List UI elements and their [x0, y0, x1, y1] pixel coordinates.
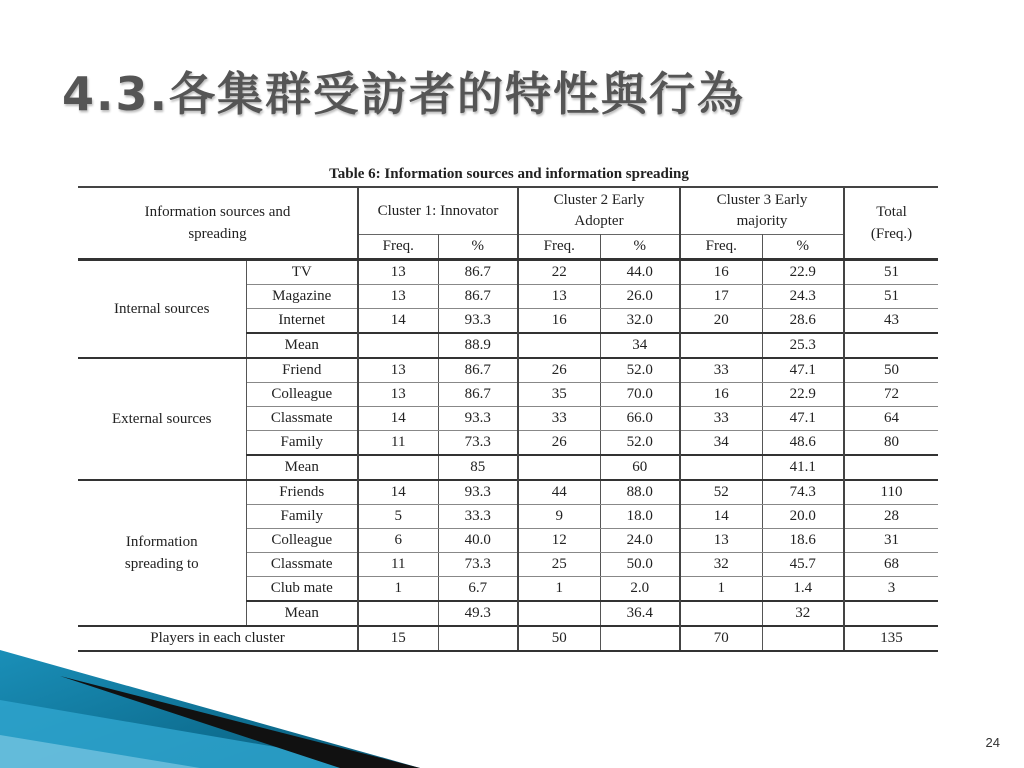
value-cell: 70.0 — [600, 383, 680, 407]
value-cell: 13 — [358, 383, 438, 407]
empty-cell — [844, 333, 938, 358]
value-cell: 28 — [844, 505, 938, 529]
value-cell: 33.3 — [438, 505, 518, 529]
mean-value: 34 — [600, 333, 680, 358]
value-cell: 86.7 — [438, 260, 518, 285]
value-cell: 11 — [358, 553, 438, 577]
value-cell: 35 — [518, 383, 600, 407]
header-row-label: Information sources and spreading — [78, 187, 358, 260]
value-cell: 51 — [844, 285, 938, 309]
value-cell: 26.0 — [600, 285, 680, 309]
mean-value: 88.9 — [438, 333, 518, 358]
value-cell: 26 — [518, 431, 600, 456]
table-figure — [78, 160, 940, 675]
value-cell: 34 — [680, 431, 762, 456]
value-cell: 1 — [680, 577, 762, 602]
group-label: Information spreading to — [78, 480, 246, 626]
value-cell: 31 — [844, 529, 938, 553]
value-cell: 6 — [358, 529, 438, 553]
value-cell: 14 — [358, 407, 438, 431]
value-cell: 73.3 — [438, 553, 518, 577]
value-cell: 25 — [518, 553, 600, 577]
value-cell: 47.1 — [762, 358, 844, 383]
item-label: Classmate — [246, 553, 358, 577]
value-cell: 47.1 — [762, 407, 844, 431]
empty-cell — [680, 601, 762, 626]
value-cell: 50 — [844, 358, 938, 383]
table-row — [78, 260, 938, 285]
mean-value: 25.3 — [762, 333, 844, 358]
empty-cell — [358, 333, 438, 358]
value-cell: 51 — [844, 260, 938, 285]
cluster-header: Cluster 2 Early Adopter — [518, 187, 680, 235]
slide-title: 4.3.各集群受訪者的特性與行為 — [62, 67, 745, 121]
group-label: Internal sources — [78, 260, 246, 359]
value-cell: 14 — [680, 505, 762, 529]
value-cell: 86.7 — [438, 383, 518, 407]
value-cell: 68 — [844, 553, 938, 577]
value-cell: 1.4 — [762, 577, 844, 602]
mean-value: 49.3 — [438, 601, 518, 626]
value-cell: 52 — [680, 480, 762, 505]
item-label: Friends — [246, 480, 358, 505]
footer-row — [78, 626, 938, 651]
value-cell: 86.7 — [438, 358, 518, 383]
value-cell: 1 — [358, 577, 438, 602]
mean-value: 32 — [762, 601, 844, 626]
empty-cell — [358, 455, 438, 480]
item-label: Family — [246, 431, 358, 456]
cluster-header: Cluster 1: Innovator — [358, 187, 518, 235]
cluster-header: Cluster 3 Early majority — [680, 187, 844, 235]
header-row — [78, 187, 938, 235]
value-cell: 14 — [358, 309, 438, 334]
item-label: Club mate — [246, 577, 358, 602]
value-cell: 32 — [680, 553, 762, 577]
freq-header: Freq. — [518, 235, 600, 260]
item-label: Family — [246, 505, 358, 529]
table-row — [78, 480, 938, 505]
value-cell: 13 — [358, 260, 438, 285]
mean-value: 60 — [600, 455, 680, 480]
value-cell: 52.0 — [600, 431, 680, 456]
value-cell: 13 — [358, 358, 438, 383]
empty-cell — [438, 626, 518, 651]
value-cell: 26 — [518, 358, 600, 383]
value-cell: 44 — [518, 480, 600, 505]
footer-value: 50 — [518, 626, 600, 651]
value-cell: 22.9 — [762, 383, 844, 407]
value-cell: 13 — [680, 529, 762, 553]
value-cell: 32.0 — [600, 309, 680, 334]
footer-value: 70 — [680, 626, 762, 651]
empty-cell — [518, 455, 600, 480]
value-cell: 22 — [518, 260, 600, 285]
value-cell: 5 — [358, 505, 438, 529]
value-cell: 80 — [844, 431, 938, 456]
pct-header: % — [600, 235, 680, 260]
value-cell: 40.0 — [438, 529, 518, 553]
item-label: Internet — [246, 309, 358, 334]
value-cell: 66.0 — [600, 407, 680, 431]
value-cell: 52.0 — [600, 358, 680, 383]
value-cell: 22.9 — [762, 260, 844, 285]
value-cell: 16 — [518, 309, 600, 334]
table-row — [78, 358, 938, 383]
value-cell: 18.0 — [600, 505, 680, 529]
empty-cell — [358, 601, 438, 626]
value-cell: 33 — [680, 407, 762, 431]
empty-cell — [762, 626, 844, 651]
empty-cell — [600, 626, 680, 651]
empty-cell — [518, 601, 600, 626]
item-label: Colleague — [246, 383, 358, 407]
empty-cell — [844, 601, 938, 626]
value-cell: 3 — [844, 577, 938, 602]
mean-label: Mean — [246, 601, 358, 626]
mean-value: 41.1 — [762, 455, 844, 480]
value-cell: 14 — [358, 480, 438, 505]
footer-label: Players in each cluster — [78, 626, 358, 651]
value-cell: 2.0 — [600, 577, 680, 602]
item-label: Friend — [246, 358, 358, 383]
value-cell: 48.6 — [762, 431, 844, 456]
value-cell: 50.0 — [600, 553, 680, 577]
value-cell: 88.0 — [600, 480, 680, 505]
value-cell: 16 — [680, 260, 762, 285]
value-cell: 16 — [680, 383, 762, 407]
pct-header: % — [438, 235, 518, 260]
value-cell: 33 — [518, 407, 600, 431]
value-cell: 93.3 — [438, 309, 518, 334]
item-label: Magazine — [246, 285, 358, 309]
empty-cell — [680, 333, 762, 358]
empty-cell — [518, 333, 600, 358]
value-cell: 45.7 — [762, 553, 844, 577]
mean-value: 85 — [438, 455, 518, 480]
value-cell: 64 — [844, 407, 938, 431]
value-cell: 13 — [518, 285, 600, 309]
value-cell: 9 — [518, 505, 600, 529]
mean-label: Mean — [246, 333, 358, 358]
value-cell: 86.7 — [438, 285, 518, 309]
value-cell: 93.3 — [438, 480, 518, 505]
value-cell: 33 — [680, 358, 762, 383]
value-cell: 17 — [680, 285, 762, 309]
data-table — [78, 186, 938, 652]
value-cell: 28.6 — [762, 309, 844, 334]
value-cell: 44.0 — [600, 260, 680, 285]
value-cell: 110 — [844, 480, 938, 505]
freq-header: Freq. — [358, 235, 438, 260]
value-cell: 6.7 — [438, 577, 518, 602]
group-label: External sources — [78, 358, 246, 480]
value-cell: 11 — [358, 431, 438, 456]
page-number: 24 — [985, 735, 1000, 750]
value-cell: 93.3 — [438, 407, 518, 431]
value-cell: 72 — [844, 383, 938, 407]
item-label: TV — [246, 260, 358, 285]
value-cell: 12 — [518, 529, 600, 553]
value-cell: 20 — [680, 309, 762, 334]
value-cell: 1 — [518, 577, 600, 602]
value-cell: 18.6 — [762, 529, 844, 553]
mean-label: Mean — [246, 455, 358, 480]
item-label: Colleague — [246, 529, 358, 553]
empty-cell — [844, 455, 938, 480]
value-cell: 13 — [358, 285, 438, 309]
value-cell: 20.0 — [762, 505, 844, 529]
value-cell: 24.3 — [762, 285, 844, 309]
value-cell: 24.0 — [600, 529, 680, 553]
empty-cell — [680, 455, 762, 480]
footer-value: 15 — [358, 626, 438, 651]
item-label: Classmate — [246, 407, 358, 431]
freq-header: Freq. — [680, 235, 762, 260]
table-caption: Table 6: Information sources and information spreading — [329, 166, 689, 182]
total-header: Total (Freq.) — [844, 187, 938, 260]
footer-value: 135 — [844, 626, 938, 651]
value-cell: 43 — [844, 309, 938, 334]
pct-header: % — [762, 235, 844, 260]
value-cell: 73.3 — [438, 431, 518, 456]
mean-value: 36.4 — [600, 601, 680, 626]
value-cell: 74.3 — [762, 480, 844, 505]
